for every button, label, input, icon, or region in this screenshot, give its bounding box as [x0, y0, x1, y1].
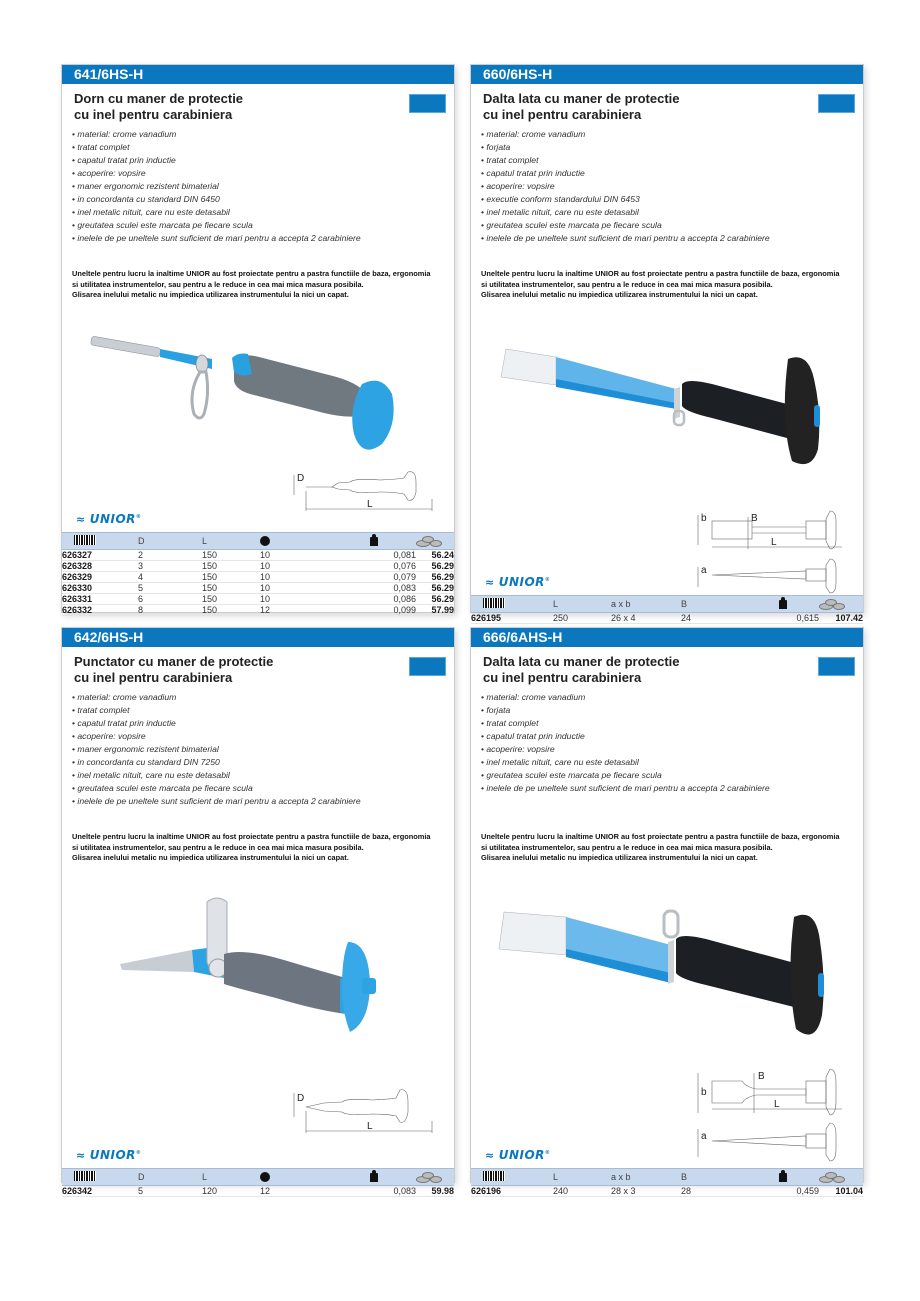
cell: 120 [202, 1186, 260, 1197]
column-header: a x b [611, 596, 681, 613]
spec-table-header [62, 1169, 454, 1186]
note-line: Uneltele pentru lucru la inaltime UNIOR au fost proiectate pentru a pastra functiile de baza, ergonomia [481, 269, 840, 278]
spec-table [62, 1168, 454, 1197]
feature-item: • greutatea sculei este marcata pe fiecare scula [72, 219, 361, 232]
feature-item: • inelele de pe uneltele sunt suficient de mari pentru a accepta 2 carabiniere [481, 232, 770, 245]
cell: 5 [138, 1186, 202, 1197]
feature-item: • maner ergonomic rezistent bimaterial [72, 743, 361, 756]
table-row[interactable] [62, 1186, 454, 1197]
price-icon [416, 1169, 454, 1186]
svg-text:L: L [771, 537, 777, 548]
feature-item: • capatul tratat prin inductie [72, 717, 361, 730]
price-cell: 56.29 [416, 561, 454, 572]
price-cell: 56.29 [416, 594, 454, 605]
column-header: L [202, 1169, 260, 1186]
note-line: Glisarea inelului metalic nu impiedica utilizarea instrumentului la nici un capat. [481, 290, 758, 299]
svg-text:a: a [701, 1131, 707, 1142]
product-note [72, 832, 452, 864]
weight-cell: 0,081 [370, 550, 416, 561]
article-code: 626328 [62, 561, 138, 572]
price-icon [819, 596, 863, 613]
svg-text:B: B [758, 1071, 765, 1082]
feature-item: • inel metalic nituit, care nu este detasabil [72, 206, 361, 219]
cell: 12 [260, 1186, 370, 1197]
technical-drawing [696, 509, 856, 594]
svg-text:L: L [367, 1121, 373, 1132]
hexagon-icon [260, 1169, 370, 1186]
spec-table [471, 595, 863, 624]
feature-list [481, 128, 770, 245]
cell: 3 [138, 561, 202, 572]
svg-text:L: L [774, 1099, 780, 1110]
column-header: D [138, 533, 202, 550]
title-line: cu inel pentru carabiniera [483, 107, 642, 122]
weight-cell: 0,079 [370, 572, 416, 583]
article-code: 626329 [62, 572, 138, 583]
title-line: cu inel pentru carabiniera [483, 670, 642, 685]
feature-item: • tratat complet [481, 717, 770, 730]
feature-item: • material: crome vanadium [72, 691, 361, 704]
note-line: Glisarea inelului metalic nu impiedica utilizarea instrumentului la nici un capat. [481, 853, 758, 862]
feature-item: • maner ergonomic rezistent bimaterial [72, 180, 361, 193]
cell: 150 [202, 594, 260, 605]
logo-text: UNIOR [89, 512, 136, 526]
cell: 24 [681, 613, 779, 624]
unior-logo: ≈ UNIOR® [485, 575, 551, 589]
feature-item: • acoperire: vopsire [72, 730, 361, 743]
spec-table [62, 532, 454, 616]
price-cell: 107.42 [819, 613, 863, 624]
cell: 150 [202, 572, 260, 583]
unior-mark-icon: ≈ [485, 576, 495, 589]
product-code-header: 660/6HS-H [471, 65, 863, 84]
article-code: 626196 [471, 1186, 553, 1197]
product-code-header: 666/6AHS-H [471, 628, 863, 647]
note-line: Glisarea inelului metalic nu impiedica utilizarea instrumentului la nici un capat. [72, 290, 349, 299]
feature-item: • tratat complet [72, 141, 361, 154]
svg-text:b: b [701, 513, 707, 524]
technical-drawing [292, 469, 442, 519]
table-row[interactable] [471, 1186, 863, 1197]
product-code-header: 641/6HS-H [62, 65, 454, 84]
cell: 8 [138, 605, 202, 616]
technical-drawing [292, 1087, 442, 1142]
price-cell: 56.29 [416, 572, 454, 583]
cell: 26 x 4 [611, 613, 681, 624]
article-code: 626331 [62, 594, 138, 605]
article-code: 626342 [62, 1186, 138, 1197]
weight-cell: 0,083 [370, 1186, 416, 1197]
weight-icon [779, 1169, 819, 1186]
price-cell: 101.04 [819, 1186, 863, 1197]
logo-text: UNIOR [498, 1148, 545, 1162]
feature-item: • in concordanta cu standard DIN 6450 [72, 193, 361, 206]
product-note [72, 269, 452, 301]
feature-item: • tratat complet [72, 704, 361, 717]
category-badge [818, 94, 855, 113]
feature-item: • inel metalic nituit, care nu este detasabil [72, 769, 361, 782]
feature-item: • greutatea sculei este marcata pe fiecare scula [481, 769, 770, 782]
feature-item: • in concordanta cu standard DIN 7250 [72, 756, 361, 769]
feature-item: • forjata [481, 141, 770, 154]
product-photo-flat-chisel [496, 329, 836, 499]
column-header: L [553, 596, 611, 613]
spec-table [471, 1168, 863, 1197]
column-header: D [138, 1169, 202, 1186]
category-badge [409, 94, 446, 113]
feature-item: • inelele de pe uneltele sunt suficient de mari pentru a accepta 2 carabiniere [72, 795, 361, 808]
product-title [74, 654, 273, 686]
product-note [481, 269, 861, 301]
feature-item: • acoperire: vopsire [481, 743, 770, 756]
feature-item: • greutatea sculei este marcata pe fiecare scula [72, 782, 361, 795]
product-photo-pin-punch [82, 324, 422, 464]
product-card-666 [470, 627, 864, 1196]
title-line: Dalta lata cu maner de protectie [483, 654, 680, 669]
cell: 10 [260, 594, 370, 605]
spec-table-header [471, 596, 863, 613]
technical-drawing [696, 1067, 856, 1162]
table-row[interactable] [471, 613, 863, 624]
feature-item: • forjata [481, 704, 770, 717]
category-badge [818, 657, 855, 676]
table-row[interactable] [62, 605, 454, 616]
article-code: 626330 [62, 583, 138, 594]
cell: 150 [202, 605, 260, 616]
price-cell: 57.99 [416, 605, 454, 616]
cell: 150 [202, 583, 260, 594]
feature-list [72, 128, 361, 245]
product-title [483, 91, 680, 123]
cell: 2 [138, 550, 202, 561]
unior-logo: ≈ UNIOR® [76, 1148, 142, 1162]
hexagon-icon [260, 533, 370, 550]
weight-icon [779, 596, 819, 613]
column-header: a x b [611, 1169, 681, 1186]
price-cell: 56.29 [416, 583, 454, 594]
column-header: B [681, 1169, 779, 1186]
price-cell: 56.24 [416, 550, 454, 561]
note-line: Uneltele pentru lucru la inaltime UNIOR au fost proiectate pentru a pastra functiile de baza, ergonomia [72, 832, 431, 841]
cell: 240 [553, 1186, 611, 1197]
feature-item: • inel metalic nituit, care nu este detasabil [481, 756, 770, 769]
unior-logo: ≈ UNIOR® [485, 1148, 551, 1162]
weight-icon [370, 533, 416, 550]
feature-item: • inel metalic nituit, care nu este detasabil [481, 206, 770, 219]
category-badge [409, 657, 446, 676]
table-row[interactable] [62, 572, 454, 583]
feature-item: • acoperire: vopsire [72, 167, 361, 180]
feature-item: • material: crome vanadium [481, 691, 770, 704]
note-line: si utilitatea instrumentelor, sau pentru a le reduce in cea mai mica masura posibila. [72, 842, 364, 852]
unior-logo: ≈ UNIOR® [76, 512, 142, 526]
barcode-icon [62, 533, 138, 550]
weight-cell: 0,083 [370, 583, 416, 594]
weight-cell: 0,459 [779, 1186, 819, 1197]
title-line: cu inel pentru carabiniera [74, 107, 233, 122]
column-header: B [681, 596, 779, 613]
product-card-642 [61, 627, 455, 1196]
title-line: cu inel pentru carabiniera [74, 670, 233, 685]
product-title [483, 654, 680, 686]
price-icon [416, 533, 454, 550]
feature-list [72, 691, 361, 808]
cell: 4 [138, 572, 202, 583]
feature-item: • greutatea sculei este marcata pe fiecare scula [481, 219, 770, 232]
product-note [481, 832, 861, 864]
article-code: 626327 [62, 550, 138, 561]
product-photo-wide-chisel [496, 887, 836, 1062]
weight-cell: 0,615 [779, 613, 819, 624]
note-line: si utilitatea instrumentelor, sau pentru a le reduce in cea mai mica masura posibila. [72, 279, 364, 289]
cell: 10 [260, 561, 370, 572]
product-title [74, 91, 243, 123]
table-row[interactable] [62, 583, 454, 594]
feature-item: • capatul tratat prin inductie [481, 730, 770, 743]
article-code: 626195 [471, 613, 553, 624]
title-line: Dorn cu maner de protectie [74, 91, 244, 106]
weight-cell: 0,099 [370, 605, 416, 616]
feature-item: • executie conform standardului DIN 6453 [481, 193, 770, 206]
feature-item: • acoperire: vopsire [481, 180, 770, 193]
cell: 5 [138, 583, 202, 594]
title-line: Punctator cu maner de protectie [74, 654, 274, 669]
cell: 12 [260, 605, 370, 616]
cell: 28 x 3 [611, 1186, 681, 1197]
svg-text:D: D [297, 473, 305, 484]
barcode-icon [471, 1169, 553, 1186]
feature-list [481, 691, 770, 795]
svg-text:b: b [701, 1087, 707, 1098]
note-line: Glisarea inelului metalic nu impiedica utilizarea instrumentului la nici un capat. [72, 853, 349, 862]
unior-mark-icon: ≈ [485, 1149, 495, 1162]
svg-text:D: D [297, 1093, 305, 1104]
title-line: Dalta lata cu maner de protectie [483, 91, 680, 106]
column-header: L [202, 533, 260, 550]
article-code: 626332 [62, 605, 138, 616]
price-icon [819, 1169, 863, 1186]
feature-item: • inelele de pe uneltele sunt suficient de mari pentru a accepta 2 carabiniere [72, 232, 361, 245]
product-card-660 [470, 64, 864, 623]
price-cell: 59.98 [416, 1186, 454, 1197]
cell: 250 [553, 613, 611, 624]
cell: 28 [681, 1186, 779, 1197]
product-photo-center-punch [112, 892, 412, 1052]
note-line: Uneltele pentru lucru la inaltime UNIOR au fost proiectate pentru a pastra functiile de baza, ergonomia [481, 832, 840, 841]
feature-item: • material: crome vanadium [481, 128, 770, 141]
logo-text: UNIOR [89, 1148, 136, 1162]
svg-text:a: a [701, 565, 707, 576]
cell: 10 [260, 550, 370, 561]
feature-item: • inelele de pe uneltele sunt suficient de mari pentru a accepta 2 carabiniere [481, 782, 770, 795]
unior-mark-icon: ≈ [76, 1149, 86, 1162]
cell: 10 [260, 572, 370, 583]
feature-item: • capatul tratat prin inductie [72, 154, 361, 167]
weight-icon [370, 1169, 416, 1186]
product-code-header: 642/6HS-H [62, 628, 454, 647]
feature-item: • capatul tratat prin inductie [481, 167, 770, 180]
weight-cell: 0,076 [370, 561, 416, 572]
weight-cell: 0,086 [370, 594, 416, 605]
logo-text: UNIOR [498, 575, 545, 589]
table-row[interactable] [62, 594, 454, 605]
table-row[interactable] [62, 550, 454, 561]
cell: 6 [138, 594, 202, 605]
barcode-icon [62, 1169, 138, 1186]
feature-item: • tratat complet [481, 154, 770, 167]
svg-text:B: B [751, 513, 758, 524]
spec-table-header [62, 533, 454, 550]
unior-mark-icon: ≈ [76, 513, 86, 526]
note-line: si utilitatea instrumentelor, sau pentru a le reduce in cea mai mica masura posibila. [481, 279, 773, 289]
cell: 150 [202, 550, 260, 561]
column-header: L [553, 1169, 611, 1186]
barcode-icon [471, 596, 553, 613]
product-card-641 [61, 64, 455, 613]
feature-item: • material: crome vanadium [72, 128, 361, 141]
cell: 10 [260, 583, 370, 594]
table-row[interactable] [62, 561, 454, 572]
cell: 150 [202, 561, 260, 572]
note-line: Uneltele pentru lucru la inaltime UNIOR au fost proiectate pentru a pastra functiile de baza, ergonomia [72, 269, 431, 278]
svg-text:L: L [367, 499, 373, 510]
spec-table-header [471, 1169, 863, 1186]
note-line: si utilitatea instrumentelor, sau pentru a le reduce in cea mai mica masura posibila. [481, 842, 773, 852]
